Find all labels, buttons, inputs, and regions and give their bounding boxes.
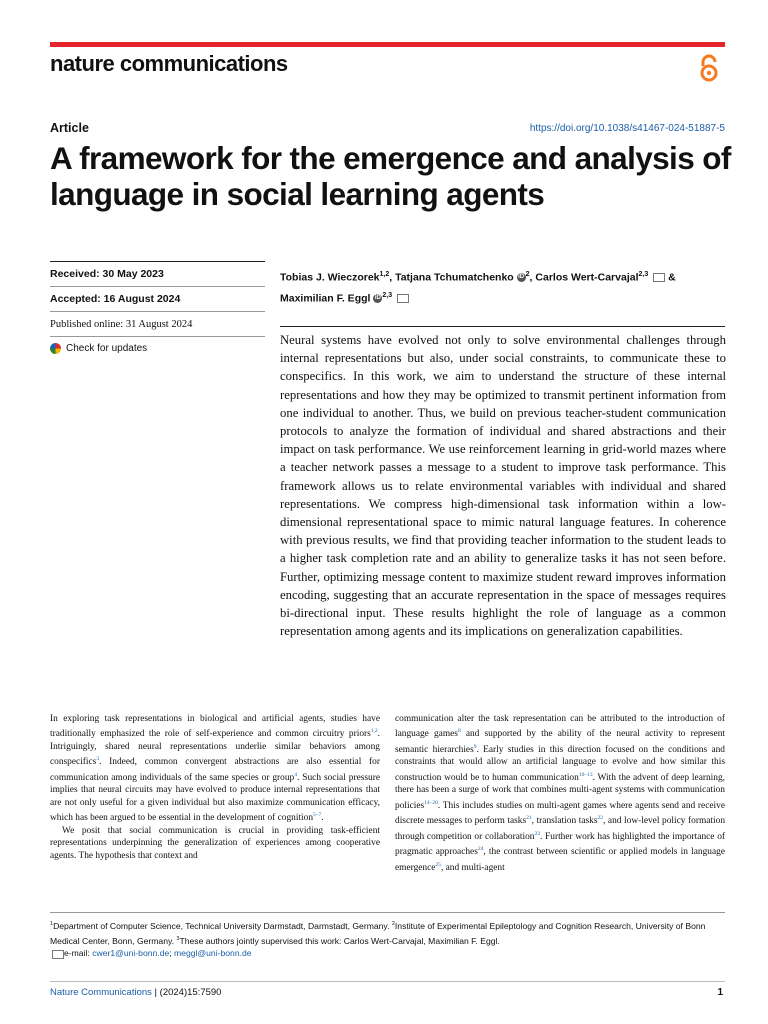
check-updates-icon (50, 343, 61, 354)
citation-ref[interactable]: 3 (96, 756, 100, 763)
citation-ref[interactable]: 9 (473, 743, 477, 750)
received-date: Received: 30 May 2023 (50, 261, 265, 286)
open-access-icon (694, 53, 724, 83)
footer-rule (50, 981, 725, 982)
body-column-2 (395, 713, 725, 874)
citation-ref[interactable]: 10–13 (578, 771, 593, 778)
author-name[interactable]: Tobias J. Wieczorek (280, 271, 380, 284)
author-name[interactable]: Tatjana Tchumatchenko (395, 271, 514, 284)
article-dates (50, 261, 265, 354)
body-column-1 (50, 713, 380, 862)
email-link[interactable]: cwer1@uni-bonn.de (92, 948, 170, 959)
email-icon[interactable] (397, 294, 409, 303)
footer-citation: Nature Communications | (2024)15:7590 (50, 987, 222, 998)
citation-ref[interactable]: 5–7 (313, 812, 322, 819)
journal-name[interactable]: nature communications (50, 51, 288, 76)
article-title: A framework for the emergence and analysis of language in social learning agents (50, 140, 731, 212)
citation-ref[interactable]: 8 (457, 728, 461, 735)
published-date: Published online: 31 August 2024 (50, 311, 265, 336)
check-for-updates-button[interactable] (50, 336, 265, 354)
abstract-rule (280, 326, 725, 327)
email-icon (52, 950, 64, 959)
citation-ref[interactable]: 4 (294, 771, 297, 778)
citation-ref[interactable]: 24 (477, 846, 484, 853)
accepted-date: Accepted: 16 August 2024 (50, 286, 265, 311)
page-number: 1 (717, 987, 723, 998)
citation-ref[interactable]: 14–20 (424, 799, 438, 806)
author-name[interactable]: Maximilian F. Eggl (280, 292, 371, 304)
orcid-icon[interactable]: iD (518, 274, 525, 281)
author-list: Tobias J. Wieczorek$^{1,2}$, Tatjana Tchumatchenko iD $^2$, Carlos Wert-Carvajal$^{2,3}$ & Maximilian F. Eggl iD $^{2,3}$ (280, 271, 676, 304)
check-updates-label: Check for updates (66, 343, 148, 354)
citation-ref[interactable]: 22 (597, 815, 603, 822)
orcid-icon[interactable]: iD (374, 294, 381, 301)
citation-ref[interactable]: 23 (534, 830, 540, 837)
author-name[interactable]: Carlos Wert-Carvajal (535, 271, 639, 284)
citation-ref[interactable]: 25 (435, 861, 441, 868)
email-icon[interactable] (653, 273, 665, 282)
footnote-rule (50, 912, 725, 913)
citation-ref[interactable]: 21 (526, 815, 532, 822)
email-link[interactable]: meggl@uni-bonn.de (174, 948, 252, 959)
body-paragraph: communication alter the task representation can be attributed to the introduction of language games$^8$ and supported by the ability of the neural activity to represent semantic hierarchies$^9$. Early studies in this direction focused on the conditions and constraints that would allow an artificial language to evolve and how similar this construction would be to human communication$^{10-13}$. With the advent of deep learning, there has been a surge of work that combines multi-agent systems with communication policies$^{14-20}$. This includes studies on multi-agent games where agents send and receive discrete messages to perform tasks$^{21}$, translation tasks$^{22}$, and low-level policy formation through competition or collaboration$^{23}$. Further work has highlighted the importance of pragmatic approaches$^{24}$, the contrast between scientific or applied models in language emergence$^{25}$, and multi-agent (395, 714, 726, 874)
header-rule (50, 42, 725, 47)
abstract: Neural systems have evolved not only to solve environmental challenges through internal representations but also, under social constraints, to communicate these to conspecifics. In this work, we aim to understand the structure of these internal representations and how they may be optimized to transmit pertinent information from one individual to another. Thus, we build on previous teacher-student communication protocols to analyze the formation of individual and shared abstractions and their impact on task performance. We use reinforcement learning in grid-world mazes where a teacher network passes a message to a student to improve task performance. This framework allows us to relate environmental variables with individual and shared representations. We compress high-dimensional task information within a low-dimensional representational space to mimic natural language features. In coherence with previous results, we find that providing teacher information to the student leads to a higher task completion rate and an ability to generalize tasks it has not seen before. Further, optimizing message content to maximize student reward improves information encoding, suggesting that an accurate representation in the space of messages requires bi-directional input. These results highlight the role of language as a common representation among agents and its implications on generalization capabilities. (280, 333, 726, 639)
citation-ref[interactable]: 1,2 (370, 728, 378, 735)
doi-link[interactable]: https://doi.org/10.1038/s41467-024-51887-5 (529, 123, 725, 134)
body-paragraph: In exploring task representations in biological and artificial agents, studies have traditionally emphasized the role of self-experience and common circuitry priors$^{1,2}$. Intriguingly, shared neural representations underlie similar behaviors among conspecifics$^3$. Indeed, common convergent abstractions are also essential for communication among individuals of the same species or group$^4$. Such social pressure implies that neural circuits may have evolved to produce internal representations that are not only useful for a given individual but also maximize communication efficacy, which has been argued to be essential in the development of cognition$^{5-7}$. (50, 714, 380, 824)
affiliations-footnote: $^1$Department of Computer Science, Technical University Darmstadt, Darmstadt, Germany. $^2$Institute of Experimental Epileptology and Cognition Research, University of Bonn Medical Center, Bonn, Germany. $^3$These authors jointly supervised this work: Carlos Wert-Carvajal, Maximilian F. Eggl. e-mail: cwer1@uni-bonn.de; meggl@uni-bonn.de (50, 920, 706, 959)
footer-journal-link[interactable]: Nature Communications (50, 987, 152, 998)
body-paragraph: We posit that social communication is crucial in providing task-efficient representations underpinning the generalization of experiences among cooperative agents. The hypothesis that context and (50, 825, 380, 861)
article-type: Article (50, 121, 89, 135)
